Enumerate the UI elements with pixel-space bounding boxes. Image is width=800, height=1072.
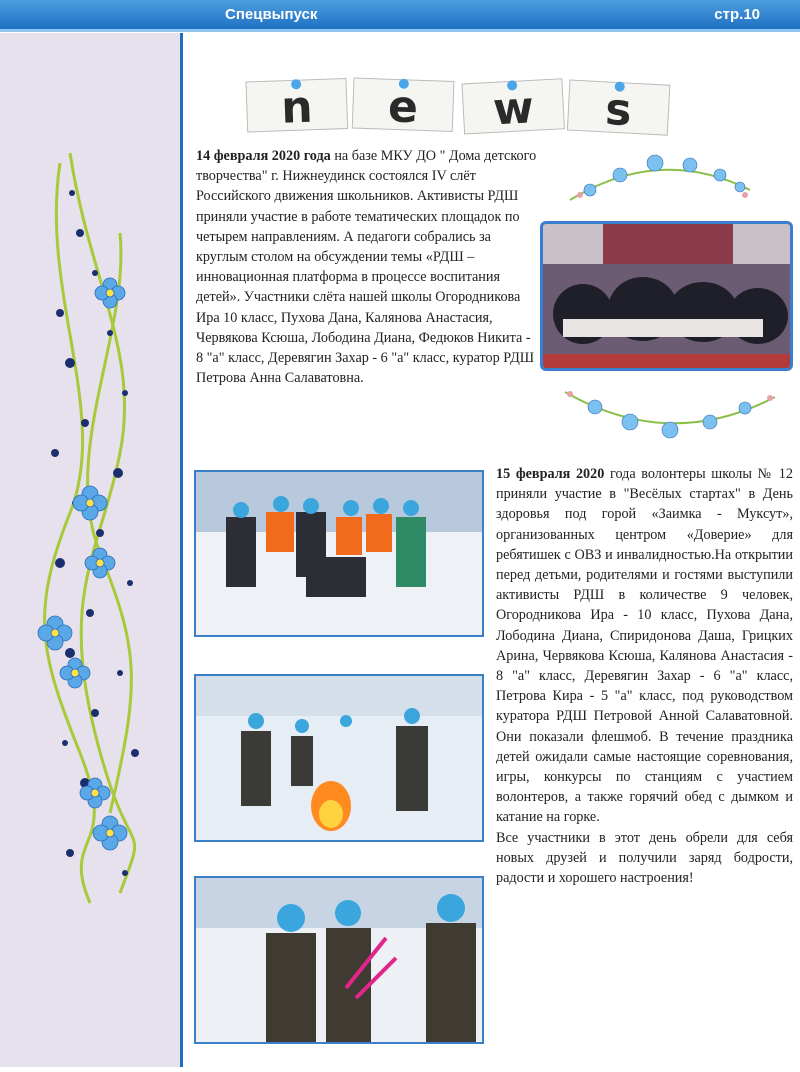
article-rdsh-rally-date: 14 февраля 2020 года [196,148,331,164]
news-cards-illustration [236,72,684,138]
section-title: Спецвыпуск [225,6,318,23]
news-letter-w: w [491,82,536,136]
article-merry-starts-body: года волонтеры школы № 12 приняли участие в "Весёлых стартах" в День здоровья под горой «Заимка - Муксут», организованных центром «Доверие» для ребятишек с ОВЗ и инвалидностью.На открытии перед детьми, родителями и гостями выступили активисты РДШ в количестве 9 человек, Огородникова Ира - 10 класс, Пухова Дана, Лободина Диана, Спиридонова Даша, Грицких Арина, Червякова Ксюша, Калянова Анастасия - 8 "а" класс, Деревягин Захар - 6 "а" класс, Петрова Кира - 5 "а" класс, под руководством куратора РДШ Петровой Анной Салаватовной. Они показали флешмоб. В течение праздника детей ожидали самые настоящие соревнования, игры, конкурсы по станциям с участием волонтеров, а также горячий обед с дымком и катание на горке. [496,466,793,826]
article-rdsh-rally-body: на базе МКУ ДО " Дома детского творчества" г. Нижнеудинск состоялся IV слёт Российского движения школьников. Активисты РДШ приняли участие в работе тематических площадок по четырем направлениям. А педагоги собрались за круглым столом на обсуждении темы «РДШ – инновационная платформа в процессе воспитания детей». Участники слёта нашей школы Огородникова Ира 10 класс, Пухова Дана, Калянова Анастасия, Червякова Ксюша, Лободина Диана, Федюков Никита - 8 "а" класс, Деревягин Захар - 6 "а" класс, куратор РДШ Петрова Анна Салаватовна. [196,148,537,387]
photo-assembly-hall [540,221,793,371]
page-header [0,0,800,32]
article-merry-starts-date: 15 февраля 2020 [496,466,605,482]
article-rdsh-rally [196,146,541,388]
photo-volunteers-group [194,470,484,637]
flower-garland-bottom-illustration [555,372,785,452]
article-merry-starts-closing: Все участники в этот день обрели для себя новых друзей и получили заряд бодрости, радости и хорошего настроения! [496,829,793,887]
sidebar-decoration [0,33,183,1067]
news-letter-n: n [280,81,314,134]
page-number: стр.10 [714,6,760,23]
article-merry-starts [496,464,793,888]
flower-garland-top-illustration [560,135,760,215]
photo-campfire [194,674,484,842]
news-banner [236,72,684,138]
news-letter-s: s [604,83,633,137]
photo-kids-playing [194,876,484,1044]
news-letter-e: e [387,81,419,134]
forget-me-not-vine-illustration [0,33,180,1067]
